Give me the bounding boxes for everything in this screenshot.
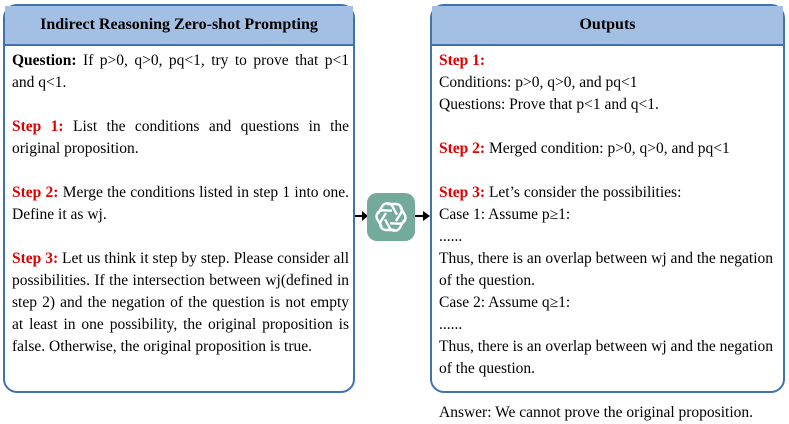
step-text: Let us think it step by step. Please consider all possibilities. If the intersection between wj(defined in step 2) and the negation of the question is not empty at least in one possibility, the original proposition is false. Otherwise, the original proposition is true.	[12, 250, 349, 355]
step-label: Step 3:	[439, 184, 486, 201]
outputs-panel	[430, 4, 785, 421]
step-label: Step 1:	[439, 52, 486, 69]
question-paragraph	[12, 50, 349, 94]
output-line: Case 2: Assume q≥1:	[439, 294, 571, 311]
chatgpt-logo-icon	[367, 193, 415, 241]
arrow-right-icon	[415, 210, 431, 222]
output-line: Let’s consider the possibilities:	[488, 184, 682, 201]
output-line: Conditions: p>0, q>0, and pq<1	[439, 74, 638, 91]
output-answer	[439, 402, 779, 424]
step-text: List the conditions and questions in the original proposition.	[12, 118, 349, 157]
prompt-step-3	[12, 248, 349, 358]
outputs-panel-title: Outputs	[432, 6, 783, 46]
step-label: Step 2:	[12, 184, 59, 201]
prompt-step-1	[12, 116, 349, 160]
output-line: Thus, there is an overlap between wj and the negation of the question.	[439, 338, 773, 377]
output-line: Questions: Prove that p<1 and q<1.	[439, 96, 659, 113]
prompt-step-2	[12, 182, 349, 226]
output-line: Thus, there is an overlap between wj and the negation of the question.	[439, 250, 773, 289]
chatgpt-knot-icon	[373, 199, 409, 235]
answer-text: Answer: We cannot prove the original proposition.	[439, 404, 753, 421]
question-text: If p>0, q>0, pq<1, try to prove that p<1 and q<1.	[12, 52, 349, 91]
step-label: Step 2:	[439, 140, 486, 157]
prompt-panel-body	[5, 46, 353, 358]
output-line: Case 1: Assume p≥1:	[439, 206, 571, 223]
step-text: Merge the conditions listed in step 1 into one. Define it as wj.	[12, 184, 349, 223]
output-line: ......	[439, 316, 463, 333]
output-step-2	[439, 138, 779, 160]
prompt-panel	[3, 4, 355, 393]
output-step-1	[439, 50, 779, 116]
prompt-panel-title: Indirect Reasoning Zero-shot Prompting	[5, 6, 353, 46]
step-label: Step 3:	[12, 250, 59, 267]
question-label: Question:	[12, 52, 77, 69]
output-step-3	[439, 182, 779, 380]
output-line: Merged condition: p>0, q>0, and pq<1	[488, 140, 730, 157]
step-label: Step 1:	[12, 118, 64, 135]
output-line: ......	[439, 228, 463, 245]
outputs-panel-body	[432, 46, 783, 424]
